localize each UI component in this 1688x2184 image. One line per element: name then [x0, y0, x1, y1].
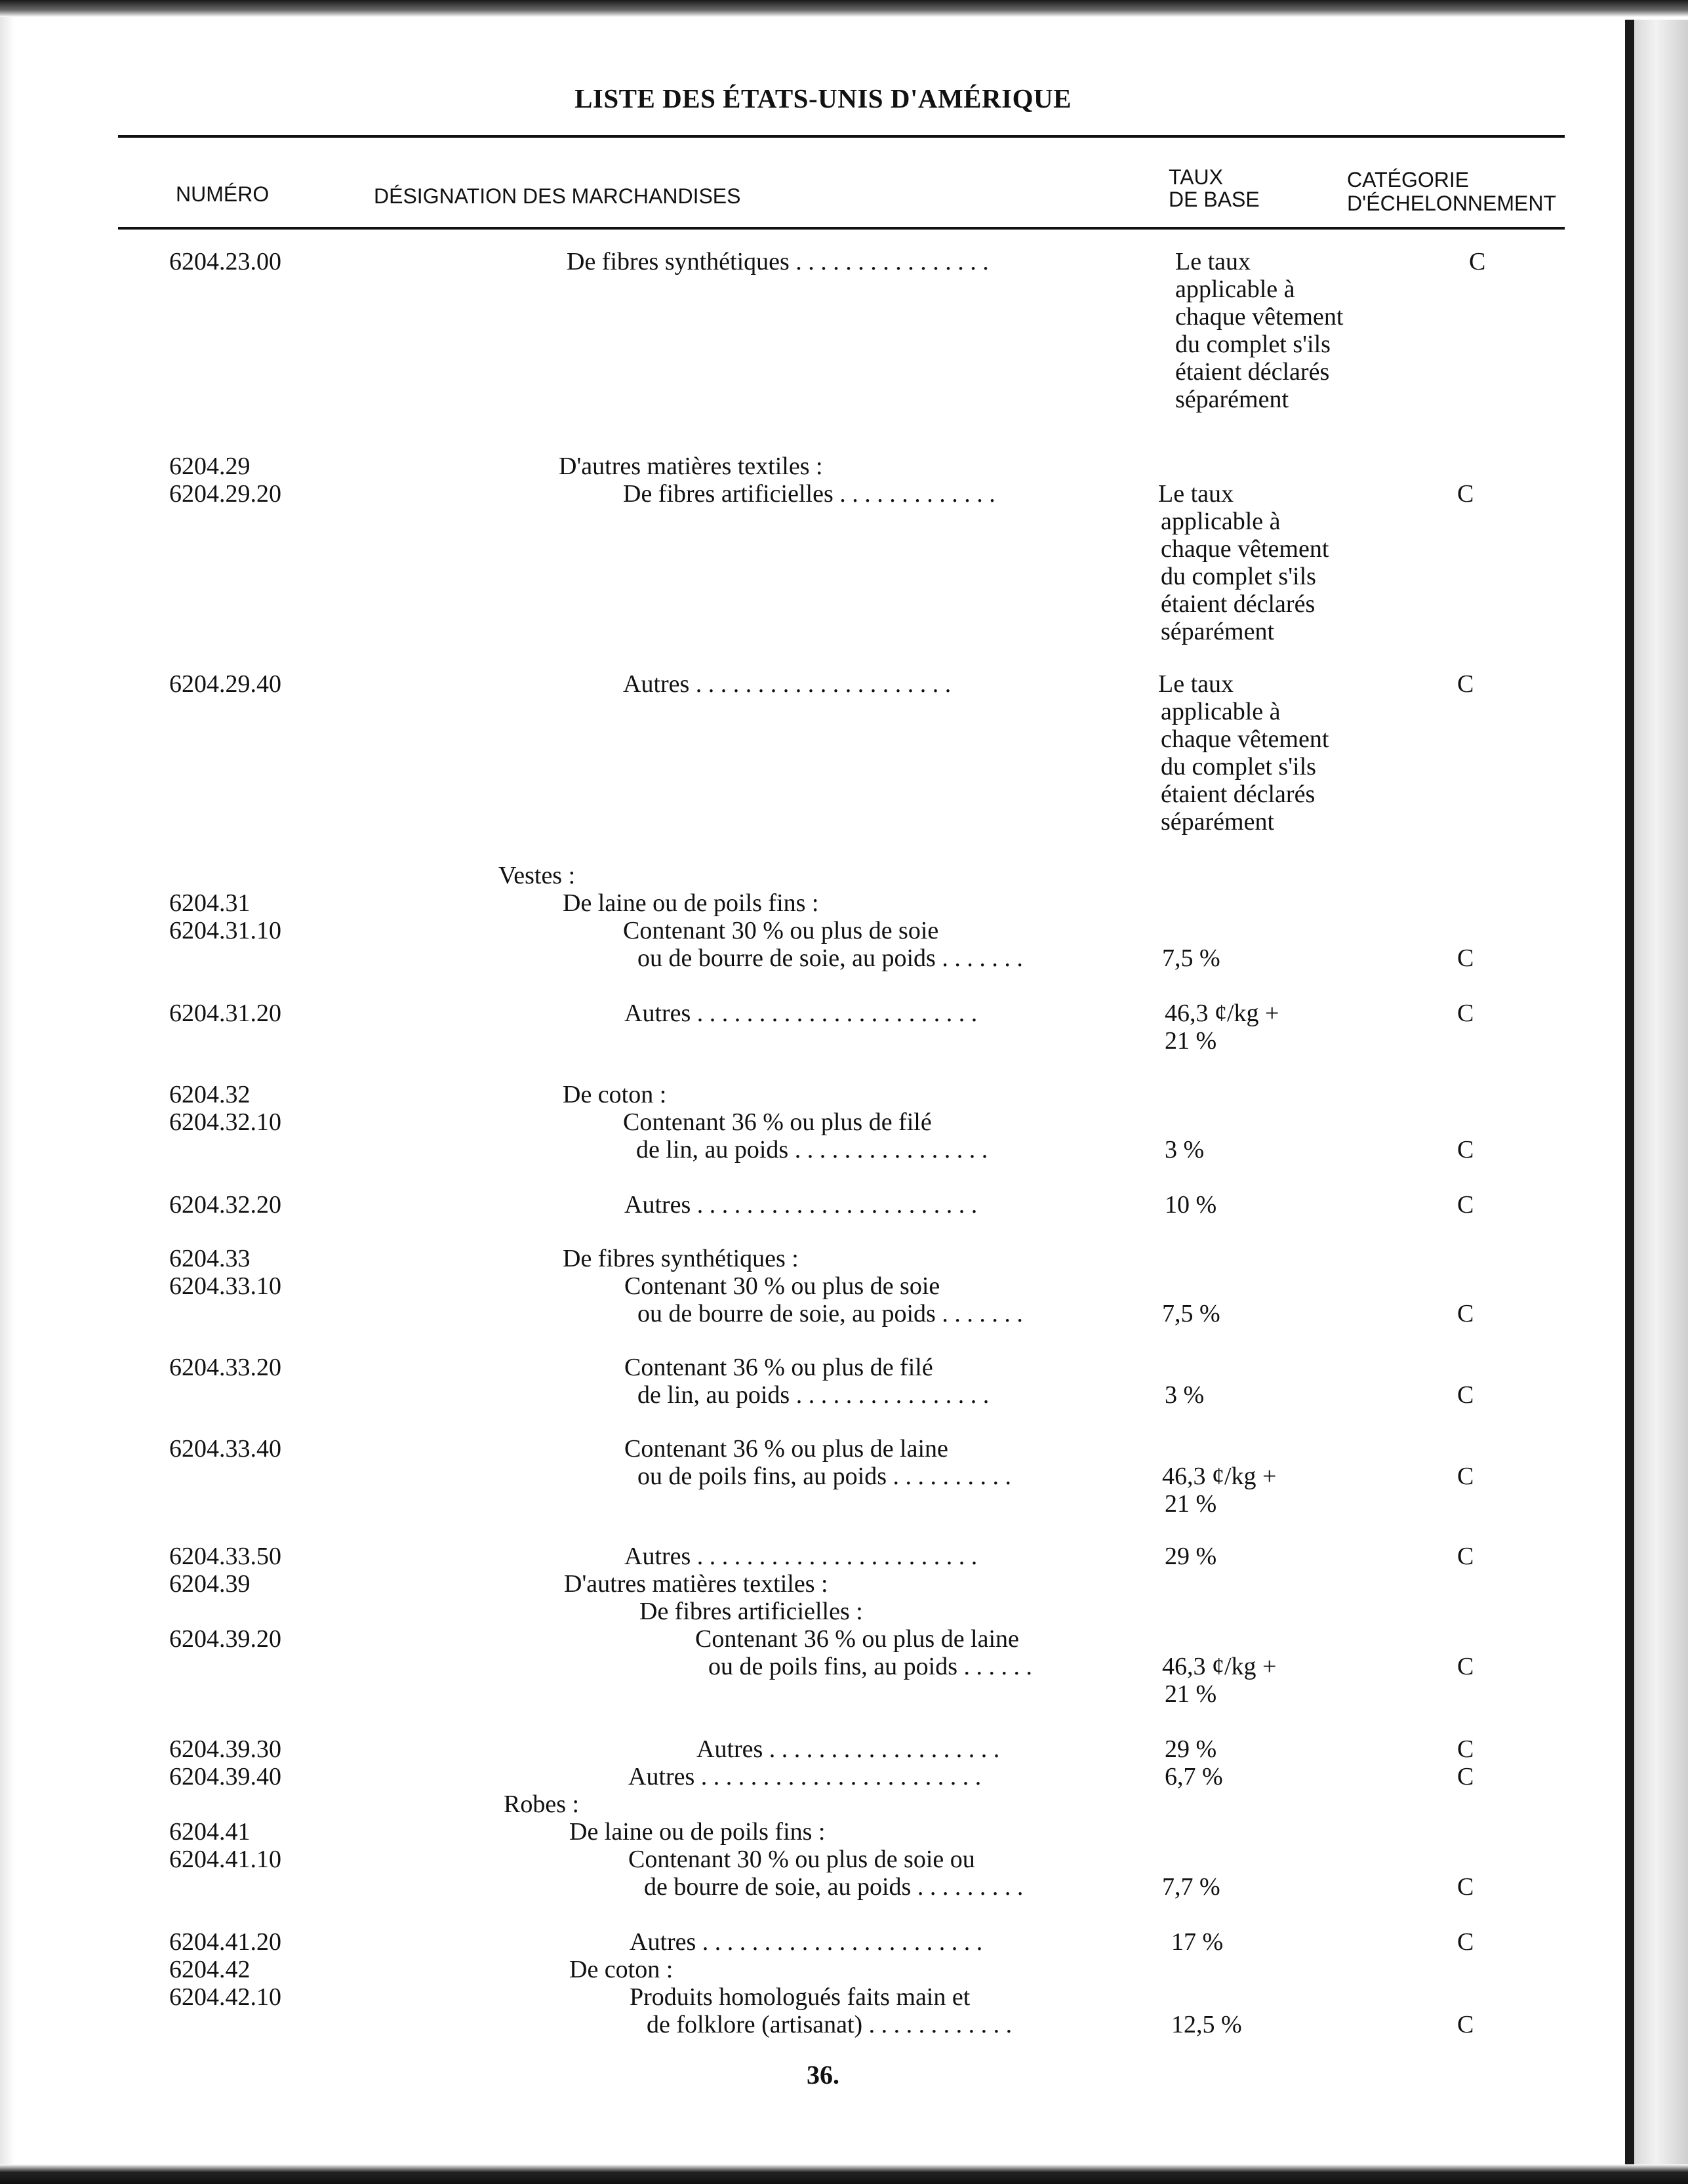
scan-binding-shadow [1625, 20, 1634, 2168]
goods-description: de lin, au poids . . . . . . . . . . . . . . . . [637, 1381, 990, 1409]
staging-category: C [1457, 1381, 1474, 1409]
base-rate: séparément [1175, 386, 1289, 413]
table-row [0, 1873, 1607, 1901]
staging-category: C [1457, 1873, 1474, 1901]
base-rate: chaque vêtement [1161, 725, 1329, 753]
table-row [0, 1191, 1607, 1219]
goods-description: Autres . . . . . . . . . . . . . . . . . . . [696, 1735, 1000, 1763]
base-rate: du complet s'ils [1175, 331, 1331, 358]
table-row [0, 1818, 1607, 1846]
goods-description: Contenant 30 % ou plus de soie [623, 917, 939, 944]
header-designation: DÉSIGNATION DES MARCHANDISES [374, 184, 741, 208]
tariff-number: 6204.31.10 [169, 917, 281, 944]
goods-description: ou de poils fins, au poids . . . . . . . . . . [637, 1463, 1011, 1490]
goods-description: ou de bourre de soie, au poids . . . . . . . [637, 1300, 1023, 1327]
table-row [0, 889, 1607, 917]
base-rate: 3 % [1165, 1136, 1205, 1163]
goods-description: De fibres artificielles . . . . . . . . . . . . . [623, 480, 995, 508]
base-rate: séparément [1161, 808, 1275, 836]
goods-description: Contenant 36 % ou plus de filé [623, 1108, 932, 1136]
tariff-number: 6204.42 [169, 1956, 251, 1983]
table-row [0, 358, 1607, 386]
base-rate: du complet s'ils [1161, 563, 1316, 590]
goods-description: ou de bourre de soie, au poids . . . . . . . [637, 944, 1023, 972]
table-row [0, 563, 1607, 590]
tariff-number: 6204.23.00 [169, 248, 281, 275]
goods-description: De fibres synthétiques : [563, 1245, 799, 1272]
goods-description: Autres . . . . . . . . . . . . . . . . . . . . . . . [630, 1928, 983, 1956]
base-rate: 7,5 % [1162, 1300, 1220, 1327]
tariff-number: 6204.33 [169, 1245, 251, 1272]
table-row [0, 453, 1607, 480]
table-row [0, 725, 1607, 753]
goods-description: De laine ou de poils fins : [569, 1818, 826, 1846]
base-rate: étaient déclarés [1175, 358, 1330, 386]
table-row [0, 1081, 1607, 1108]
base-rate: 6,7 % [1165, 1763, 1223, 1790]
table-row [0, 303, 1607, 331]
table-row [0, 1598, 1607, 1625]
base-rate: applicable à [1161, 698, 1281, 725]
table-row [0, 1136, 1607, 1163]
table-row [0, 1763, 1607, 1790]
staging-category: C [1457, 944, 1474, 972]
table-row [0, 508, 1607, 535]
table-row [0, 1983, 1607, 2011]
base-rate: 21 % [1165, 1027, 1217, 1055]
table-row [0, 670, 1607, 698]
base-rate: 12,5 % [1171, 2011, 1242, 2038]
base-rate: 46,3 ¢/kg + [1162, 1463, 1277, 1490]
goods-description: De fibres synthétiques . . . . . . . . . . . . . . . . [567, 248, 989, 275]
tariff-number: 6204.32.20 [169, 1191, 281, 1219]
header-categorie-line2: D'ÉCHELONNEMENT [1347, 192, 1557, 215]
base-rate: 21 % [1165, 1490, 1217, 1518]
tariff-number: 6204.41.20 [169, 1928, 281, 1956]
table-row [0, 1463, 1607, 1490]
staging-category: C [1457, 670, 1474, 698]
base-rate: chaque vêtement [1175, 303, 1344, 331]
page-number: 36. [807, 2060, 839, 2090]
base-rate: Le taux [1158, 670, 1234, 698]
table-row [0, 1354, 1607, 1381]
base-rate: étaient déclarés [1161, 780, 1316, 808]
tariff-number: 6204.29 [169, 453, 251, 480]
table-row [0, 1300, 1607, 1327]
staging-category: C [1457, 1928, 1474, 1956]
goods-description: Produits homologués faits main et [630, 1983, 971, 2011]
staging-category: C [1457, 1136, 1474, 1163]
scan-right-margin [1634, 20, 1688, 2168]
table-row [0, 753, 1607, 780]
staging-category: C [1457, 2011, 1474, 2038]
table-row [0, 944, 1607, 972]
base-rate: du complet s'ils [1161, 753, 1316, 780]
table-row [0, 590, 1607, 618]
table-row [0, 1735, 1607, 1763]
table-row [0, 618, 1607, 645]
goods-description: Autres . . . . . . . . . . . . . . . . . . . . . . . [628, 1763, 982, 1790]
table-row [0, 1790, 1607, 1818]
tariff-number: 6204.39.40 [169, 1763, 281, 1790]
goods-description: De coton : [563, 1081, 667, 1108]
table-row [0, 1245, 1607, 1272]
page-title: LISTE DES ÉTATS-UNIS D'AMÉRIQUE [574, 83, 1072, 113]
table-row [0, 386, 1607, 413]
header-categorie-line1: CATÉGORIE [1347, 168, 1470, 192]
base-rate: 3 % [1165, 1381, 1205, 1409]
base-rate: 7,5 % [1162, 944, 1220, 972]
goods-description: Autres . . . . . . . . . . . . . . . . . . . . . . . [624, 1000, 978, 1027]
goods-description: D'autres matières textiles : [559, 453, 823, 480]
staging-category: C [1457, 1763, 1474, 1790]
header-bottom-rule [118, 227, 1565, 230]
goods-description: Autres . . . . . . . . . . . . . . . . . . . . . . . [624, 1543, 978, 1570]
table-row [0, 862, 1607, 889]
header-taux-line1: TAUX [1169, 165, 1223, 189]
table-row [0, 1956, 1607, 1983]
tariff-number: 6204.39.20 [169, 1625, 281, 1653]
base-rate: étaient déclarés [1161, 590, 1316, 618]
table-row [0, 917, 1607, 944]
goods-description: Vestes : [498, 862, 576, 889]
goods-description: D'autres matières textiles : [564, 1570, 828, 1598]
tariff-number: 6204.39.30 [169, 1735, 281, 1763]
staging-category: C [1457, 1463, 1474, 1490]
base-rate: applicable à [1175, 275, 1295, 303]
tariff-number: 6204.41.10 [169, 1846, 281, 1873]
table-row [0, 248, 1607, 275]
tariff-number: 6204.39 [169, 1570, 251, 1598]
base-rate: Le taux [1158, 480, 1234, 508]
base-rate: 21 % [1165, 1680, 1217, 1708]
staging-category: C [1457, 1543, 1474, 1570]
base-rate: 29 % [1165, 1735, 1217, 1763]
table-row [0, 331, 1607, 358]
tariff-number: 6204.33.50 [169, 1543, 281, 1570]
staging-category: C [1457, 1300, 1474, 1327]
goods-description: De laine ou de poils fins : [563, 889, 819, 917]
goods-description: de lin, au poids . . . . . . . . . . . . . . . . [636, 1136, 988, 1163]
table-row [0, 1272, 1607, 1300]
base-rate: 10 % [1165, 1191, 1217, 1219]
table-row [0, 1435, 1607, 1463]
header-taux-line2: DE BASE [1169, 188, 1260, 211]
tariff-number: 6204.29.40 [169, 670, 281, 698]
goods-description: Robes : [504, 1790, 580, 1818]
base-rate: Le taux [1175, 248, 1251, 275]
table-row [0, 1570, 1607, 1598]
table-row [0, 1928, 1607, 1956]
tariff-number: 6204.33.10 [169, 1272, 281, 1300]
table-row [0, 480, 1607, 508]
table-row [0, 1846, 1607, 1873]
table-row [0, 808, 1607, 836]
goods-description: Contenant 30 % ou plus de soie ou [628, 1846, 975, 1873]
goods-description: De coton : [569, 1956, 673, 1983]
goods-description: de folklore (artisanat) . . . . . . . . . . . . [647, 2011, 1013, 2038]
base-rate: séparément [1161, 618, 1275, 645]
base-rate: 29 % [1165, 1543, 1217, 1570]
table-row [0, 275, 1607, 303]
table-row [0, 1625, 1607, 1653]
table-row [0, 1680, 1607, 1708]
tariff-number: 6204.41 [169, 1818, 251, 1846]
staging-category: C [1457, 480, 1474, 508]
table-row [0, 1490, 1607, 1518]
tariff-number: 6204.29.20 [169, 480, 281, 508]
tariff-number: 6204.32.10 [169, 1108, 281, 1136]
table-row [0, 1108, 1607, 1136]
scan-top-edge [0, 0, 1688, 17]
base-rate: 46,3 ¢/kg + [1162, 1653, 1277, 1680]
goods-description: Autres . . . . . . . . . . . . . . . . . . . . . . . [624, 1191, 978, 1219]
table-row [0, 1381, 1607, 1409]
table-row [0, 1653, 1607, 1680]
tariff-number: 6204.42.10 [169, 1983, 281, 2011]
goods-description: de bourre de soie, au poids . . . . . . . . . [644, 1873, 1024, 1901]
base-rate: 7,7 % [1162, 1873, 1220, 1901]
tariff-number: 6204.33.20 [169, 1354, 281, 1381]
tariff-number: 6204.31 [169, 889, 251, 917]
header-numero: NUMÉRO [176, 182, 270, 206]
staging-category: C [1457, 1735, 1474, 1763]
base-rate: chaque vêtement [1161, 535, 1329, 563]
table-row [0, 2011, 1607, 2038]
base-rate: 17 % [1171, 1928, 1224, 1956]
goods-description: ou de poils fins, au poids . . . . . . [708, 1653, 1032, 1680]
staging-category: C [1457, 1000, 1474, 1027]
table-row [0, 1543, 1607, 1570]
table-row [0, 1000, 1607, 1027]
base-rate: 46,3 ¢/kg + [1165, 1000, 1279, 1027]
header-top-rule [118, 135, 1565, 138]
scan-bottom-edge [0, 2164, 1688, 2184]
goods-description: Contenant 36 % ou plus de laine [624, 1435, 948, 1463]
table-row [0, 535, 1607, 563]
tariff-number: 6204.33.40 [169, 1435, 281, 1463]
goods-description: Contenant 36 % ou plus de laine [695, 1625, 1019, 1653]
tariff-number: 6204.32 [169, 1081, 251, 1108]
goods-description: Contenant 36 % ou plus de filé [624, 1354, 933, 1381]
base-rate: applicable à [1161, 508, 1281, 535]
staging-category: C [1457, 1653, 1474, 1680]
goods-description: Contenant 30 % ou plus de soie [624, 1272, 940, 1300]
table-row [0, 698, 1607, 725]
goods-description: De fibres artificielles : [639, 1598, 863, 1625]
goods-description: Autres . . . . . . . . . . . . . . . . . . . . . [623, 670, 952, 698]
staging-category: C [1469, 248, 1486, 275]
table-row [0, 780, 1607, 808]
tariff-number: 6204.31.20 [169, 1000, 281, 1027]
table-row [0, 1027, 1607, 1055]
staging-category: C [1457, 1191, 1474, 1219]
